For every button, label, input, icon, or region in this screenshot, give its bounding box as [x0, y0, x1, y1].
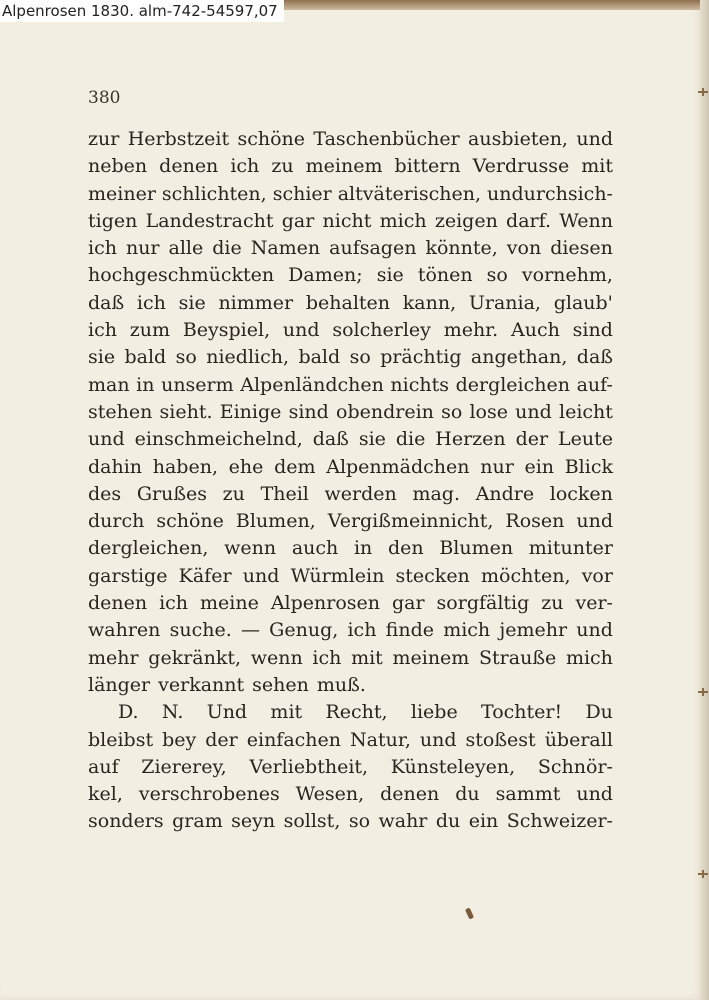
word: zeigen: [434, 209, 498, 232]
word: ehe: [228, 455, 264, 478]
word: ich: [88, 319, 117, 342]
word: zu: [271, 155, 294, 178]
word: von: [506, 237, 542, 260]
word: dergleichen: [455, 373, 570, 396]
word: vornehm,: [521, 264, 613, 287]
word: sie: [358, 428, 386, 451]
word: Du: [585, 701, 613, 724]
word: daß: [312, 428, 349, 451]
text-line: [88, 426, 613, 453]
word: seyn: [231, 810, 276, 833]
word: ich: [347, 619, 377, 642]
word: nur: [480, 455, 514, 478]
word: gram: [172, 810, 223, 833]
word: Damen;: [288, 264, 363, 287]
word: verkannt: [158, 673, 245, 696]
word: auch: [291, 537, 339, 560]
word: alle: [168, 237, 204, 260]
word: mehr: [88, 646, 139, 669]
word: auf-: [576, 373, 613, 396]
word: sonders: [88, 810, 164, 833]
word: Natur,: [350, 728, 411, 751]
word: Vergißmeinnicht,: [327, 510, 494, 533]
word: Alpenländchen: [240, 373, 384, 396]
page-right-edge: [700, 0, 709, 1000]
word: dergleichen,: [88, 537, 209, 560]
word: Genug,: [269, 619, 339, 642]
word: ein: [468, 810, 499, 833]
word: sieht.: [159, 400, 213, 423]
word: möchten,: [481, 564, 571, 587]
word: auf: [88, 755, 119, 778]
word: niedlich,: [206, 346, 290, 369]
text-line: [88, 590, 613, 617]
word: Theil: [260, 482, 309, 505]
word: der: [205, 728, 238, 751]
word: Alpenmädchen: [326, 455, 470, 478]
word: zu: [222, 482, 245, 505]
word: und: [88, 428, 125, 451]
word: ein: [524, 455, 555, 478]
word: haben,: [152, 455, 218, 478]
text-line: [88, 754, 613, 781]
word: Würmlein: [290, 564, 385, 587]
word: und: [576, 783, 613, 806]
text-line: [88, 808, 613, 835]
word: aufsagen: [329, 237, 417, 260]
text-line: [88, 727, 613, 754]
text-line: [88, 563, 613, 590]
word: stecken: [395, 564, 470, 587]
word: angethan,: [470, 346, 568, 369]
word: bleibst: [88, 728, 154, 751]
word: sie: [88, 346, 116, 369]
word: ver-: [575, 592, 613, 615]
word: mitunter: [528, 537, 613, 560]
word: sollst,: [283, 810, 341, 833]
word: und: [419, 728, 457, 751]
word: Andre: [475, 482, 535, 505]
word: sie: [376, 264, 404, 287]
word: obendrein: [336, 400, 434, 423]
text-line: [88, 781, 613, 808]
word: den: [387, 537, 424, 560]
word: dahin: [88, 455, 143, 478]
word: ich: [88, 237, 117, 260]
text-line: [88, 617, 613, 644]
text-line: [88, 181, 613, 208]
word: einfachen: [246, 728, 342, 751]
text-line: [88, 508, 613, 535]
word: vor: [581, 564, 613, 587]
word: tönen: [417, 264, 473, 287]
word: garstige: [88, 564, 168, 587]
word: mit: [581, 155, 613, 178]
word: so: [486, 264, 508, 287]
word: lose: [469, 400, 508, 423]
edge-mark: [698, 688, 708, 696]
word: mit: [270, 701, 303, 724]
word: mich: [443, 619, 491, 642]
word: gar: [392, 592, 425, 615]
edge-mark: [698, 88, 708, 96]
word: Rosen: [505, 510, 565, 533]
word: Urania,: [468, 291, 541, 314]
word: Einige: [219, 400, 282, 423]
page-top-edge: [280, 0, 706, 10]
word: Recht,: [325, 701, 388, 724]
word: in: [136, 373, 155, 396]
word: ich: [159, 592, 189, 615]
word: Schweizer-: [506, 810, 613, 833]
word: sammt: [495, 783, 561, 806]
word: wahren: [88, 619, 161, 642]
text-line: [88, 372, 613, 399]
word: überall: [544, 728, 613, 751]
word: Künsteleyen,: [390, 755, 516, 778]
word: locken: [549, 482, 613, 505]
image-caption: Alpenrosen 1830. alm-742-54597,07: [0, 0, 284, 22]
word: und: [576, 619, 613, 642]
word: undurchsich-: [487, 182, 613, 205]
word: mehr.: [443, 319, 499, 342]
word: Ziererey,: [141, 755, 227, 778]
word: meine: [200, 592, 259, 615]
word: bald: [124, 346, 167, 369]
word: man: [88, 373, 130, 396]
word: so: [348, 810, 371, 833]
word: du: [435, 810, 461, 833]
word: Blick: [564, 455, 613, 478]
word: werden: [324, 482, 397, 505]
word: Verliebtheit,: [249, 755, 369, 778]
word: schöne: [237, 128, 306, 150]
word: sorgfältig: [436, 592, 530, 615]
word: und: [515, 400, 552, 423]
word: schlichten,: [161, 182, 267, 205]
word: zum: [129, 319, 171, 342]
word: Wenn: [559, 209, 613, 232]
word: die: [395, 428, 426, 451]
text-line: [88, 699, 613, 726]
text-line: [88, 454, 613, 481]
word: Tochter!: [481, 701, 563, 724]
word: denen: [159, 155, 219, 178]
word: könnte,: [425, 237, 498, 260]
word: zur: [88, 128, 120, 150]
word: verschrobenes: [138, 783, 280, 806]
word: ich: [136, 291, 166, 314]
word: N.: [161, 701, 184, 724]
word: ich: [312, 646, 342, 669]
word: schier: [272, 182, 332, 205]
word: Grußes: [136, 482, 208, 505]
word: Herzen: [435, 428, 506, 451]
word: denen: [88, 592, 148, 615]
word: sie: [178, 291, 206, 314]
word: neben: [88, 155, 148, 178]
word: meiner: [88, 182, 156, 205]
word: finde: [385, 619, 434, 642]
word: gekränkt,: [148, 646, 242, 669]
word: Leute: [558, 428, 613, 451]
word: nicht: [322, 209, 372, 232]
word: und: [576, 510, 613, 533]
word: mit: [351, 646, 383, 669]
word: der: [515, 428, 549, 451]
word: bittern: [394, 155, 461, 178]
word: und: [576, 128, 613, 150]
word: meinem: [392, 646, 470, 669]
word: wahr: [378, 810, 428, 833]
word: du: [455, 783, 480, 806]
text-line: [88, 290, 613, 317]
word: kann,: [402, 291, 457, 314]
text-line: [88, 535, 613, 562]
word: in: [353, 537, 373, 560]
word: durch: [88, 510, 145, 533]
word: bey: [162, 728, 197, 751]
text-line: [88, 262, 613, 289]
word: Strauße: [479, 646, 557, 669]
text-line: [88, 126, 613, 153]
word: Taschenbücher: [313, 128, 460, 150]
text-line: [88, 481, 613, 508]
word: Und: [206, 701, 248, 724]
word: bald: [298, 346, 341, 369]
word: nur: [125, 237, 160, 260]
word: nimmer: [218, 291, 294, 314]
word: —: [240, 619, 260, 642]
word: Verdrusse: [472, 155, 570, 178]
word: leicht: [559, 400, 613, 423]
word: altväterischen,: [337, 182, 482, 205]
word: behalten: [305, 291, 391, 314]
text-line: [88, 344, 613, 371]
word: muß.: [316, 673, 366, 696]
word: meinem: [305, 155, 383, 178]
word: nichts: [390, 373, 449, 396]
word: länger: [88, 673, 151, 696]
text-line: [88, 208, 613, 235]
word: so: [441, 400, 463, 423]
word: dem: [274, 455, 316, 478]
word: solcherley: [332, 319, 431, 342]
word: Alpenrosen: [270, 592, 381, 615]
text-line: [88, 153, 613, 180]
word: wenn: [224, 537, 277, 560]
word: stehen: [88, 400, 153, 423]
word: Herbstzeit: [127, 128, 230, 150]
word: Blumen: [439, 537, 514, 560]
word: Käfer: [178, 564, 232, 587]
word: Beyspiel,: [182, 319, 271, 342]
word: Namen: [250, 237, 321, 260]
word: diesen: [550, 237, 613, 260]
word: sehen: [252, 673, 309, 696]
word: mich: [379, 209, 427, 232]
word: glaub': [553, 291, 613, 314]
word: gar: [281, 209, 315, 232]
word: schöne: [156, 510, 224, 533]
word: unserm: [161, 373, 234, 396]
word: jemehr: [499, 619, 568, 642]
word: suche.: [169, 619, 232, 642]
text-line: [88, 645, 613, 672]
word: sind: [288, 400, 329, 423]
word: und: [282, 319, 320, 342]
word: mich: [565, 646, 613, 669]
word: des: [88, 482, 122, 505]
text-line: [88, 235, 613, 262]
edge-mark: [698, 870, 708, 878]
word: kel,: [88, 783, 123, 806]
word: hochgeschmückten: [88, 264, 275, 287]
word: so: [349, 346, 371, 369]
word: und: [242, 564, 280, 587]
word: prächtig: [380, 346, 462, 369]
text-line: [88, 317, 613, 344]
word: wenn: [250, 646, 303, 669]
word: Auch: [511, 319, 560, 342]
text-line: [88, 399, 613, 426]
word: so: [175, 346, 197, 369]
word: daß: [576, 346, 613, 369]
word: ich: [230, 155, 260, 178]
word: tigen: [88, 209, 138, 232]
word: stoßest: [465, 728, 536, 751]
word: darf.: [506, 209, 552, 232]
word: sind: [572, 319, 613, 342]
word: mag.: [412, 482, 460, 505]
word: die: [212, 237, 242, 260]
text-line: [88, 672, 613, 699]
word: ausbieten,: [468, 128, 568, 150]
body-text: [88, 126, 613, 836]
page-number: 380: [88, 88, 121, 108]
word: zu: [541, 592, 564, 615]
word: Blumen,: [235, 510, 316, 533]
word: D.: [118, 701, 139, 724]
word: Wesen,: [295, 783, 365, 806]
word: liebe: [410, 701, 458, 724]
word: denen: [380, 783, 440, 806]
word: daß: [88, 291, 125, 314]
word: Landestracht: [145, 209, 274, 232]
word: Schnör-: [537, 755, 613, 778]
word: einschmeichelnd,: [134, 428, 303, 451]
